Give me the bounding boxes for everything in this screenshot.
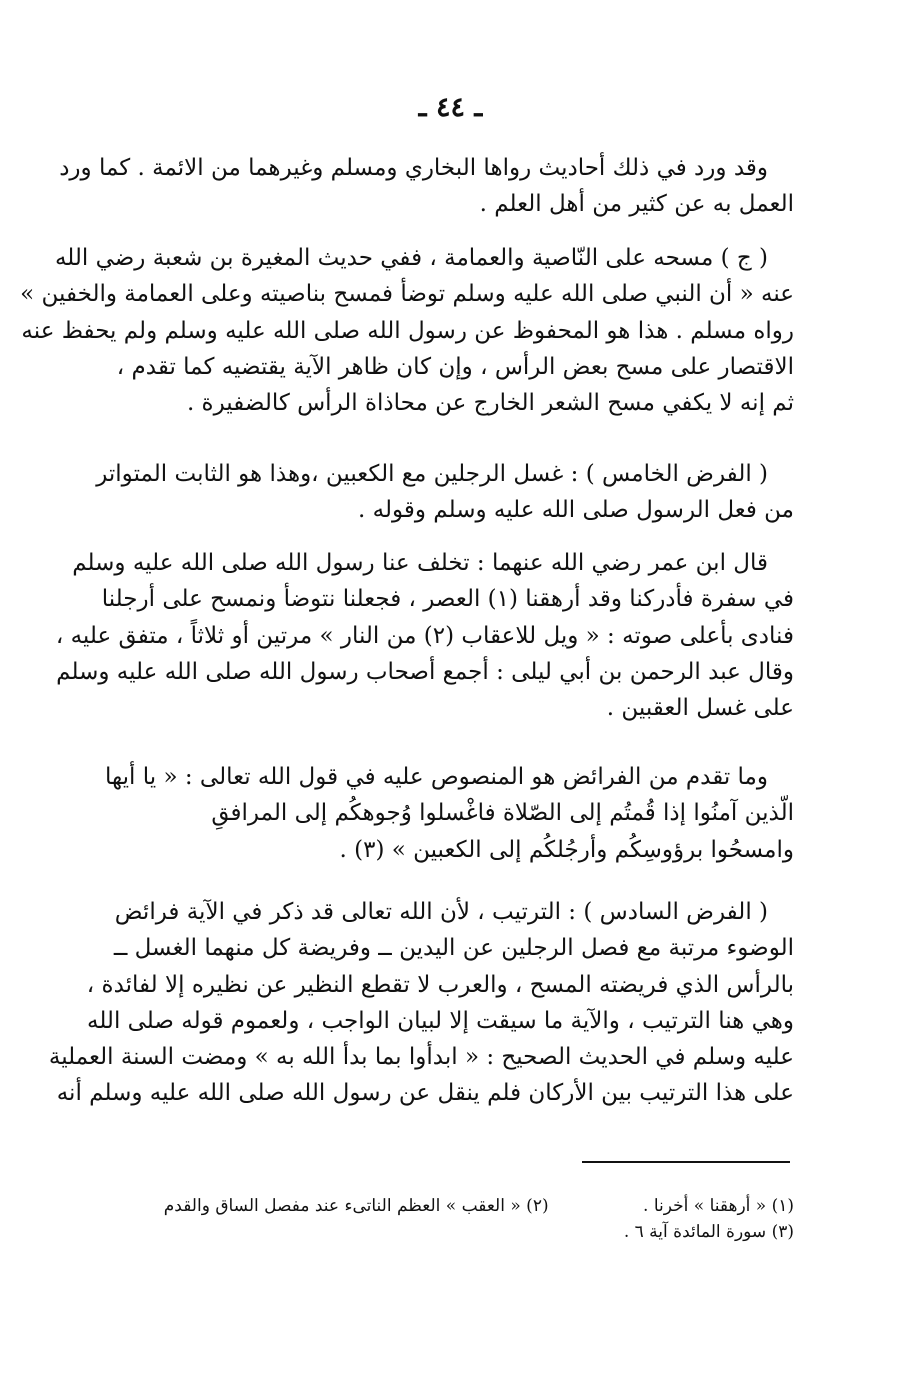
footnote-1: (١) « أرهقنا » أخرنا . [643,1196,794,1216]
text-line: على غسل العقبين . [606,695,794,722]
text-line: عنه « أن النبي صلى الله عليه وسلم توضأ فمسح بناصيته وعلى العمامة والخفين » [20,281,794,308]
footnote-row [112,1193,794,1219]
page-number: ـ ٤٤ ـ [418,92,483,123]
text-line: وقال عبد الرحمن بن أبي ليلى : أجمع أصحاب رسول الله صلى الله عليه وسلم [56,658,794,685]
text-line: الاقتصار على مسح بعض الرأس ، وإن كان ظاهر الآية يقتضيه كما تقدم ، [116,353,794,380]
text-line: ثم إنه لا يكفي مسح الشعر الخارج عن محاذاة الرأس كالضفيرة . [186,390,794,417]
footnotes [112,1193,794,1245]
text-line: وما تقدم من الفرائض هو المنصوص عليه في قول الله تعالى : « يا أيها [105,764,768,790]
footnote-3: (٣) سورة المائدة آية ٦ . [623,1222,794,1242]
text-line: رواه مسلم . هذا هو المحفوظ عن رسول الله صلى الله عليه وسلم ولم يحفظ عنه [21,317,794,344]
paragraph-6 [48,894,794,1112]
text-line: بالرأس الذي فريضته المسح ، والعرب لا تقطع النظير عن نظيره إلا لفائدة ، [86,971,794,998]
footnote-2: (٢) « العقب » العظم الناتىء عند مفصل الساق والقدم [163,1196,549,1216]
text-line: فنادى بأعلى صوته : « ويل للاعقاب (٢) من النار » مرتين أو ثلاثاً ، متفق عليه ، [55,622,794,649]
text-line: الوضوء مرتبة مع فصل الرجلين عن اليدين ــ وفريضة كل منهما الغسل ــ [113,935,794,962]
footnote-divider [582,1161,790,1163]
text-line: على هذا الترتيب بين الأركان فلم ينقل عن رسول الله صلى الله عليه وسلم أنه [56,1080,794,1107]
text-line: وقد ورد في ذلك أحاديث رواها البخاري ومسلم وغيرهما من الائمة . كما ورد [59,155,768,181]
text-line: وهي هنا الترتيب ، والآية ما سيقت إلا لبيان الواجب ، ولعموم قوله صلى الله [86,1007,794,1034]
paragraph-4 [55,545,794,726]
text-line: ( الفرض السادس ) : الترتيب ، لأن الله تعالى قد ذكر في الآية فرائض [114,899,768,925]
paragraph-2 [20,240,794,421]
text-line: العمل به عن كثير من أهل العلم . [479,191,794,218]
text-line: ( ج ) مسحه على النّاصية والعمامة ، ففي حديث المغيرة بن شعبة رضي الله [54,245,768,271]
paragraph-3 [96,456,794,529]
paragraph-1 [59,150,794,223]
text-line: قال ابن عمر رضي الله عنهما : تخلف عنا رسول الله صلى الله عليه وسلم [72,550,768,576]
text-line: ( الفرض الخامس ) : غسل الرجلين مع الكعبين ،وهذا هو الثابت المتواتر [96,461,768,487]
paragraph-5 [105,759,794,868]
text-line: في سفرة فأدركنا وقد أرهقنا (١) العصر ، فجعلنا نتوضأ ونمسح على أرجلنا [101,586,794,613]
footnote-row [112,1219,794,1245]
text-line: الّذين آمنُوا إذا قُمتُم إلى الصّلاة فاغْسلوا وُجوهكُم إلى المرافقِ [211,800,794,827]
text-line: عليه وسلم في الحديث الصحيح : « ابدأوا بما بدأ الله به » ومضت السنة العملية [48,1044,794,1071]
text-line: من فعل الرسول صلى الله عليه وسلم وقوله . [358,497,794,524]
text-line: وامسحُوا برؤوسِكُم وأرجُلكُم إلى الكعبين » (٣) . [339,836,794,863]
